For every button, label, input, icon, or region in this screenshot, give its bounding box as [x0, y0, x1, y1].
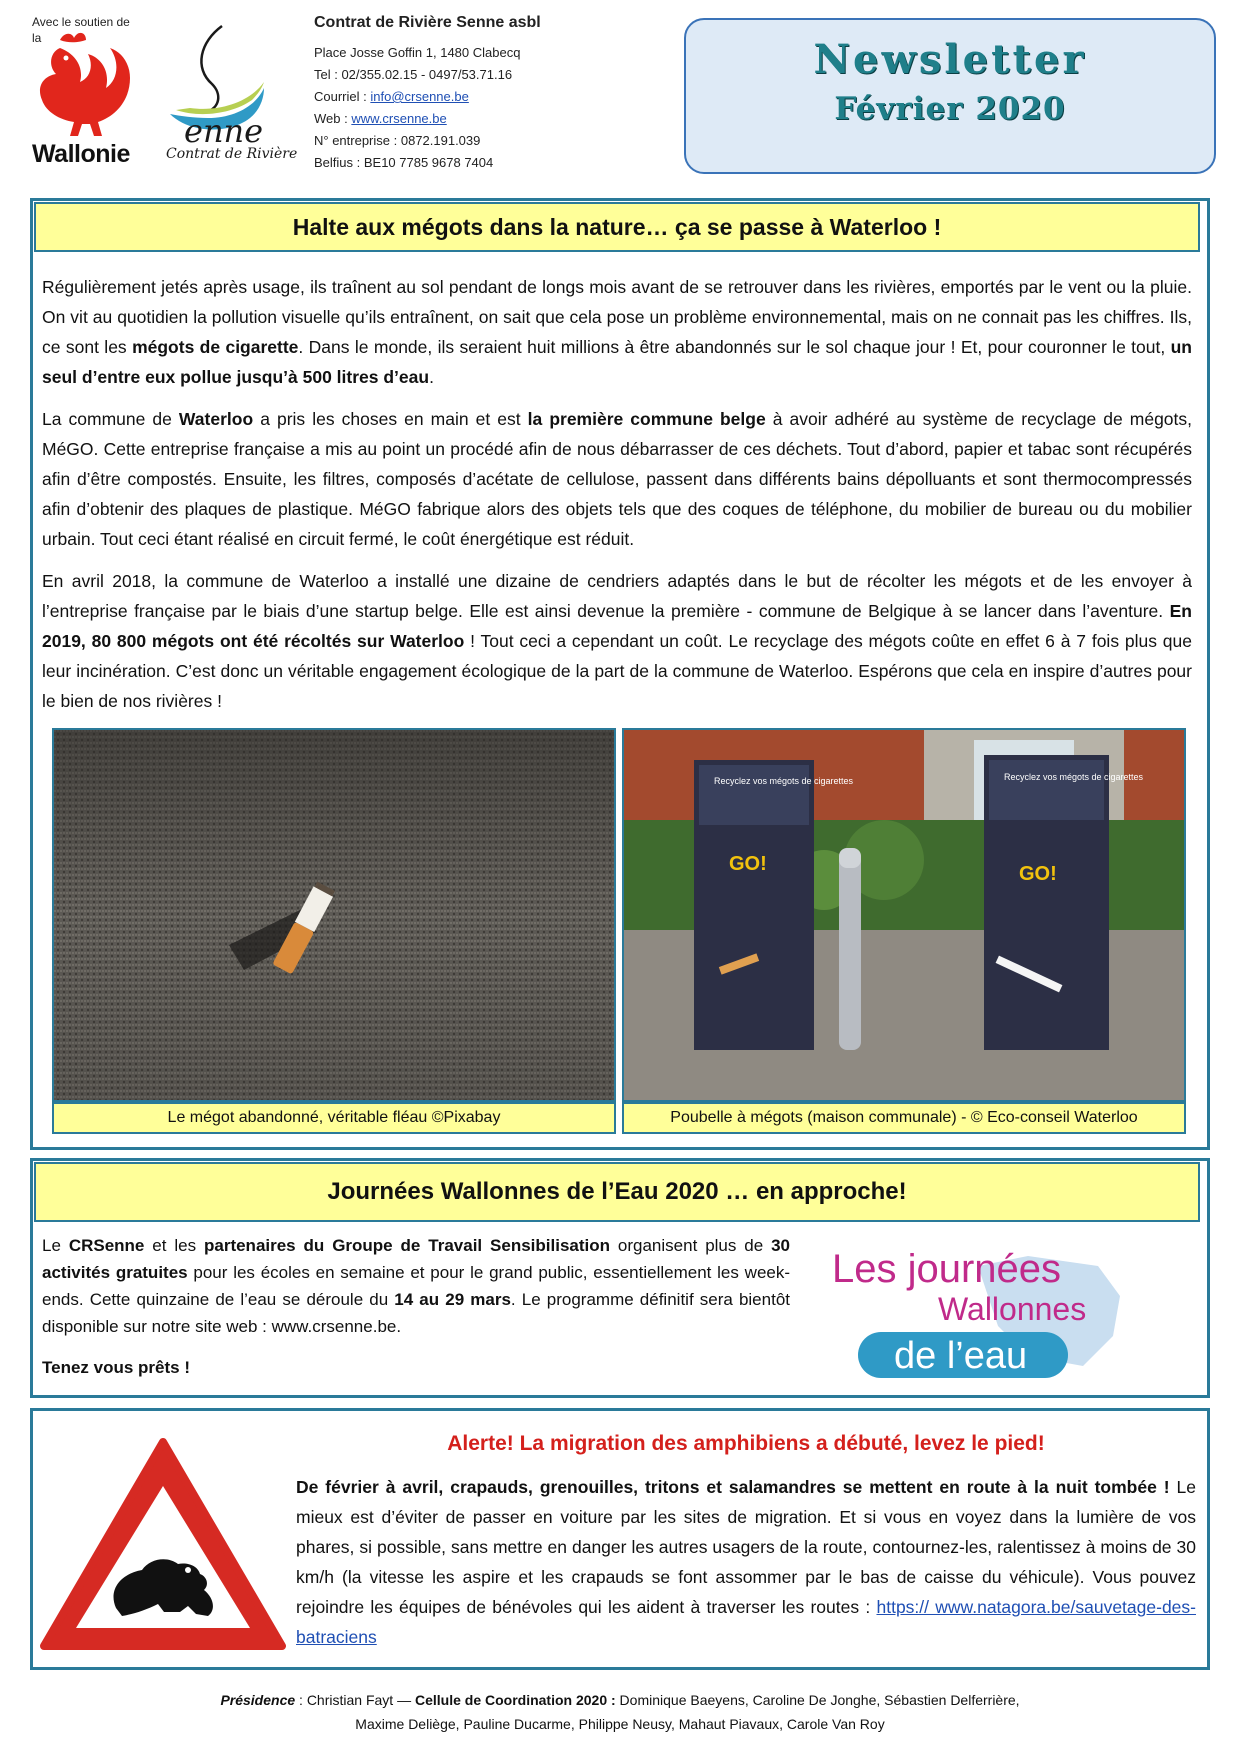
- svg-text:Recyclez vos mégots de cigaret: Recyclez vos mégots de cigarettes: [1004, 772, 1144, 782]
- article-megots-body: [42, 272, 1192, 728]
- svg-text:GO!: GO!: [1019, 863, 1057, 885]
- natagora-link[interactable]: https:// www.natagora.be/sauvetage-des-batraciens: [296, 1597, 1196, 1647]
- article-amphibiens-paragraph: De février à avril, crapauds, grenouilles, tritons et salamandres se mettent en route à la nuit tombée ! Le mieux est d’éviter de passer en voiture par les sites de migration. Et si vous en voyez dans la lumière de vos phares, si possible, sans mettre en danger les autres usagers de la route, contournez-les, ralentissez à moins de 30 km/h (la vitesse les aspire et les crapauds se font assommer par le bas de caisse du véhicule). Vous pouvez rejoindre les équipes de bénévoles qui les aident à traverser les routes : https:// www.natagora.be/sauvetage-des-batraciens: [296, 1477, 1196, 1647]
- web-link[interactable]: www.crsenne.be: [351, 111, 447, 126]
- svg-text:Wallonnes: Wallonnes: [938, 1291, 1087, 1327]
- article-amphibiens-title: Alerte! La migration des amphibiens a débuté, levez le pied!: [447, 1432, 1045, 1455]
- newsletter-title-box: [684, 18, 1216, 174]
- email-link[interactable]: info@crsenne.be: [370, 89, 469, 104]
- article-journees-eau-paragraph-1: Le CRSenne et les partenaires du Groupe de Travail Sensibilisation organisent plus de 30 activités gratuites pour les écoles en semaine et pour le grand public, essentiellement les week-ends. Cette quinzaine de l’eau se déroule du 14 au 29 mars. Le programme définitif sera bientôt disponible sur notre site web : www.crsenne.be.: [42, 1236, 791, 1336]
- article-megots-paragraph-1: Régulièrement jetés après usage, ils traînent au sol pendant de longs mois avant de se retrouver dans les rivières, emportés par le vent ou la pluie. On vit au quotidien la pollution visuelle qu’ils entraînent, on sait que cela pose un problème environnemental, mais on ne connait pas les chiffres. Ils, ce sont les mégots de cigarette. Dans le monde, ils seraient huit millions à être abandonnés sur le sol chaque jour ! Et, pour couronner le tout, un seul d’entre eux pollue jusqu’à 500 litres d’eau.: [42, 277, 1192, 387]
- svg-text:GO!: GO!: [729, 853, 767, 875]
- article-journees-eau-title: Journées Wallonnes de l’Eau 2020 … en approche!: [34, 1162, 1200, 1222]
- wallonie-wordmark: Wallonie: [32, 140, 130, 168]
- journees-wallonnes-logo: [828, 1236, 1128, 1386]
- organisation-tel: Tel : 02/355.02.15 - 0497/53.71.16: [314, 67, 513, 82]
- newsletter-date: Février 2020: [834, 91, 1066, 127]
- organisation-web-row: [314, 108, 644, 130]
- organisation-address: Place Josse Goffin 1, 1480 Clabecq: [314, 45, 521, 60]
- article-megots-paragraph-2: La commune de Waterloo a pris les choses en main et est la première commune belge à avoir adhéré au système de recyclage de mégots, MéGO. Cette entreprise française a mis au point un procédé afin de nous débarrasser de ces déchets. Tout d’abord, papier et tabac sont récupérés afin d’être compostés. Ensuite, les filtres, composés d’acétate de cellulose, passent dans différents bains dépolluants et sont thermocompressés afin d’obtenir des plaques de plastique. MéGO fabrique alors des objets tels que des coques de téléphone, du mobilier de bureau ou du mobilier urbain. Tout ceci étant réalisé en circuit fermé, le coût énergétique est réduit.: [42, 409, 1193, 549]
- organisation-name: Contrat de Rivière Senne asbl: [314, 14, 541, 31]
- footer-line-1: Présidence : Christian Fayt — Cellule de Coordination 2020 : Dominique Baeyens, Caroline De Jonghe, Sébastien Delferrière,: [220, 1692, 1020, 1708]
- article-journees-eau-paragraph-2: Tenez vous prêts !: [42, 1358, 190, 1377]
- svg-text:Les journées: Les journées: [832, 1247, 1062, 1291]
- email-label: Courriel :: [314, 89, 371, 104]
- cigarette-bin-photo: [622, 728, 1186, 1102]
- web-label: Web :: [314, 111, 352, 126]
- organisation-contact: [314, 12, 644, 174]
- senne-subtitle: Contrat de Rivière: [166, 146, 298, 162]
- senne-wordmark: enne: [184, 112, 264, 150]
- cigarette-butt-caption: Le mégot abandonné, véritable fléau ©Pixabay: [52, 1102, 616, 1134]
- organisation-email-row: [314, 86, 644, 108]
- article-megots-paragraph-3: En avril 2018, la commune de Waterloo a installé une dizaine de cendriers adaptés dans le but de récolter les mégots et de les envoyer à l’entreprise française par le biais d’une startup belge. Elle est ainsi devenue la première - commune de Belgique à se lancer dans l’aventure. En 2019, 80 800 mégots ont été récoltés sur Waterloo ! Tout ceci a cependant un coût. Le recyclage des mégots coûte en effet 6 à 7 fois plus que leur incinération. C’est donc un véritable engagement écologique de la part de la commune de Waterloo. Espérons que cela en inspire d’autres pour le bien de nos rivières !: [42, 571, 1193, 711]
- article-journees-eau-body: [42, 1232, 790, 1393]
- article-megots-title: Halte aux mégots dans la nature… ça se passe à Waterloo !: [34, 202, 1200, 252]
- cigarette-bin-caption: Poubelle à mégots (maison communale) - © Eco-conseil Waterloo: [622, 1102, 1186, 1134]
- footer-credits: [100, 1688, 1140, 1736]
- newsletter-title: Newsletter: [813, 36, 1087, 83]
- organisation-enterprise: N° entreprise : 0872.191.039: [314, 133, 481, 148]
- article-amphibiens-body: [296, 1472, 1196, 1664]
- toad-crossing-sign: [38, 1434, 288, 1652]
- wallonie-rooster-logo: [30, 28, 142, 146]
- svg-text:de l’eau: de l’eau: [894, 1335, 1028, 1377]
- organisation-belfius: Belfius : BE10 7785 9678 7404: [314, 155, 494, 170]
- wallonie-support-text: Avec le soutien de la: [32, 15, 130, 45]
- cigarette-butt-photo: [52, 728, 616, 1102]
- footer-line-2: Maxime Deliège, Pauline Ducarme, Philippe Neusy, Mahaut Piavaux, Carole Van Roy: [355, 1716, 885, 1732]
- svg-text:Recyclez vos mégots de cigaret: Recyclez vos mégots de cigarettes: [714, 776, 854, 786]
